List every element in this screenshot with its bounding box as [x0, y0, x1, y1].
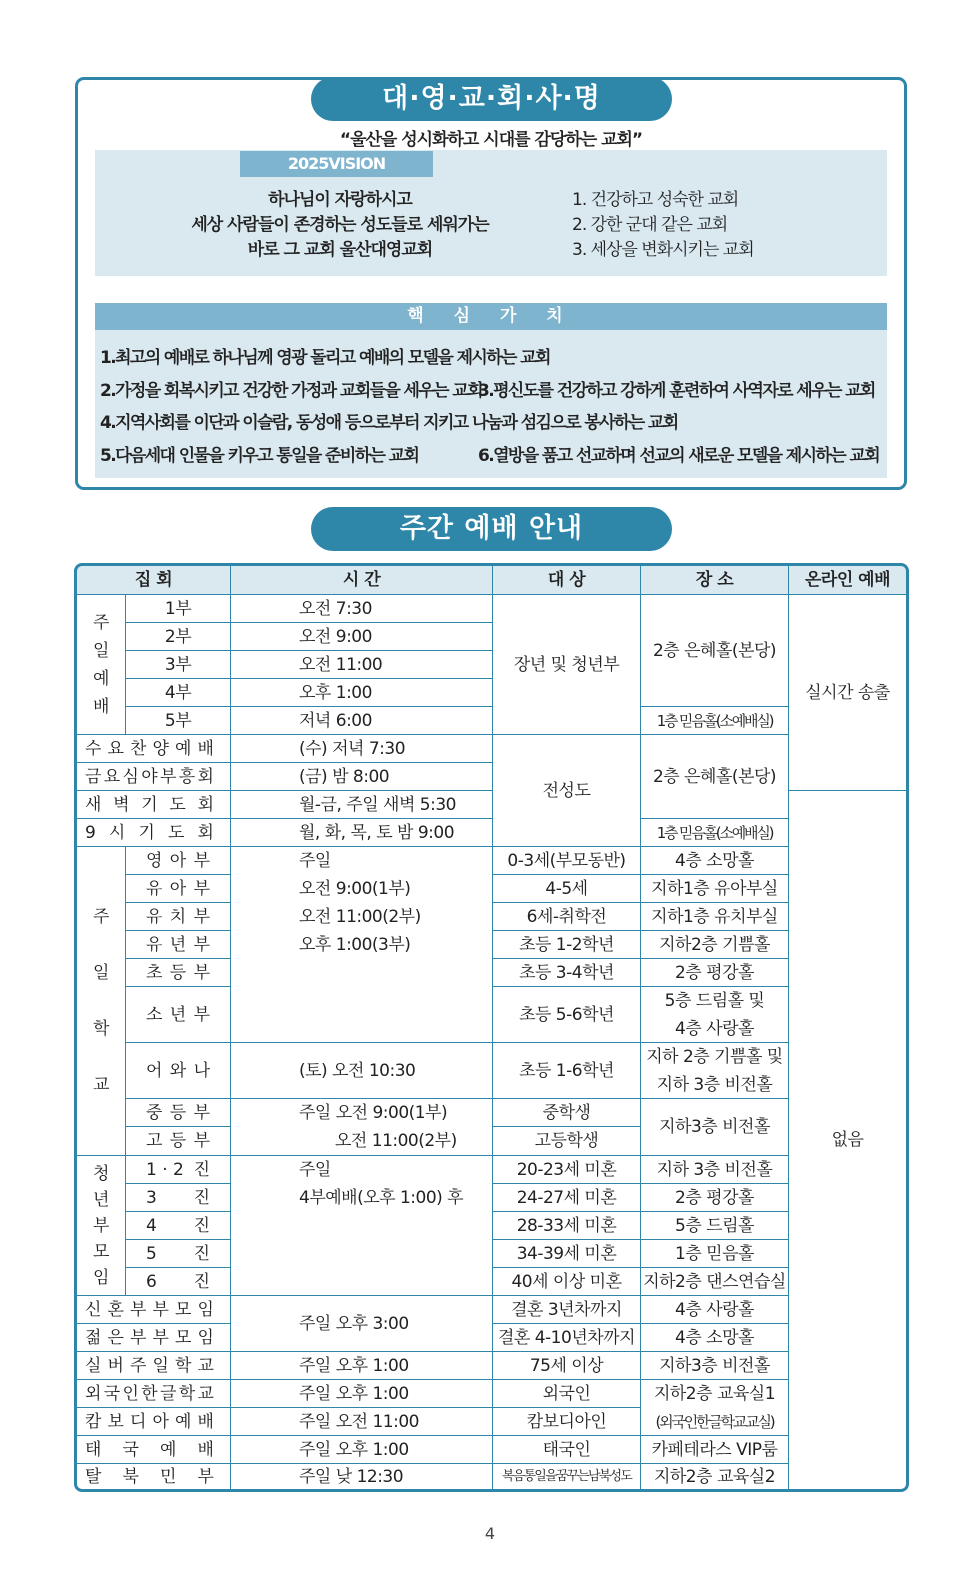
vision-goal: 1. 건강하고 성숙한 교회 [572, 190, 739, 210]
midweek-time: (수) 저녁 7:30 [231, 735, 493, 763]
vision-line: 하나님이 자랑하시고 [268, 190, 412, 210]
group-name: 5 진 [126, 1240, 231, 1268]
awana-name: 어 와 나 [126, 1043, 231, 1099]
group-place: 지하 3층 비전홀 [641, 1156, 789, 1184]
dept-target: 6세-취학전 [493, 903, 641, 931]
slogan: “울산을 성시화하고 시대를 감당하는 교회” [339, 130, 643, 150]
sunday-place: 2층 은혜홀(본당) [641, 595, 789, 707]
page-number: 4 [484, 1524, 496, 1543]
sunday-target: 장년 및 청년부 [493, 595, 641, 735]
vision-statement [160, 188, 520, 263]
group-place: 5층 드림홀 [641, 1212, 789, 1240]
meeting-place: 4층 사랑홀 [641, 1296, 789, 1324]
meeting-name: 외 국 인 한 글 학 교 [77, 1380, 231, 1408]
service-time: 오후 1:00 [231, 679, 493, 707]
core-values-title: 핵 심 가 치 [95, 303, 887, 330]
core-value: 5.다음세대 인물을 키우고 통일을 준비하는 교회 [100, 446, 419, 466]
core-value: 6.열방을 품고 선교하며 선교의 새로운 모델을 제시하는 교회 [478, 446, 880, 466]
online-live: 실시간 송출 [789, 595, 906, 791]
midweek-name: 9 시 기 도 회 [77, 819, 231, 847]
midweek-place: 2층 은혜홀(본당) [641, 735, 789, 819]
dept-target: 0-3세(부모동반) [493, 847, 641, 875]
meeting-target: 75세 이상 [493, 1352, 641, 1380]
meeting-place: 카페테라스 VIP룸 [641, 1436, 789, 1464]
awana-target: 초등 1-6학년 [493, 1043, 641, 1099]
vision-line: 바로 그 교회 울산대영교회 [247, 240, 433, 260]
youth-time: 주일 오전 9:00(1부) 오전 11:00(2부) [231, 1099, 493, 1156]
meeting-name: 젊 은 부 부 모 임 [77, 1324, 231, 1352]
classroom-place: 지하2층 교육실1 (외국인한글학교교실) [641, 1380, 789, 1436]
high-target: 고등학생 [493, 1127, 641, 1156]
dept-place: 4층 소망홀 [641, 847, 789, 875]
middle-name: 중 등 부 [126, 1099, 231, 1127]
meeting-place: 4층 소망홀 [641, 1324, 789, 1352]
middle-target: 중학생 [493, 1099, 641, 1127]
young-adults-time: 주일 4부예배(오후 1:00) 후 [231, 1156, 493, 1296]
dept-name: 초 등 부 [126, 959, 231, 987]
online-none: 없음 [831, 1130, 864, 1150]
service-name: 5부 [126, 707, 231, 735]
vision-goals [572, 188, 872, 263]
service-time: 오전 11:00 [231, 651, 493, 679]
dept-target: 4-5세 [493, 875, 641, 903]
meeting-time: 주일 오후 1:00 [231, 1436, 493, 1464]
dept-target: 초등 1-2학년 [493, 931, 641, 959]
youth-place: 지하3층 비전홀 [641, 1099, 789, 1156]
dept-name: 유 치 부 [126, 903, 231, 931]
midweek-time: 월-금, 주일 새벽 5:30 [231, 791, 493, 819]
dept-name: 소 년 부 [126, 987, 231, 1043]
meeting-name: 신 혼 부 부 모 임 [77, 1296, 231, 1324]
vision-goal: 2. 강한 군대 같은 교회 [572, 215, 728, 235]
core-value: 1.최고의 예배로 하나님께 영광 돌리고 예배의 모델을 제시하는 교회 [100, 348, 550, 368]
header-target: 대 상 [493, 566, 641, 595]
vision-goal: 3. 세상을 변화시키는 교회 [572, 240, 754, 260]
group-target: 40세 이상 미혼 [493, 1268, 641, 1296]
awana-place: 지하 2층 기쁨홀 및 지하 3층 비전홀 [641, 1043, 789, 1099]
group-target: 28-33세 미혼 [493, 1212, 641, 1240]
group-target: 34-39세 미혼 [493, 1240, 641, 1268]
header-meeting: 집 회 [77, 566, 231, 595]
weekly-title: 주간 예배 안내 [311, 507, 672, 551]
meeting-target: 캄보디아인 [493, 1408, 641, 1436]
header-online: 온라인 예배 [789, 566, 906, 595]
midweek-target: 전성도 [493, 735, 641, 847]
service-time: 오전 9:00 [231, 623, 493, 651]
sunday-place-5: 1층 믿음홀(소예배실) [641, 707, 789, 735]
group-name: 1 · 2 진 [126, 1156, 231, 1184]
meeting-name: 캄 보 디 아 예 배 [77, 1408, 231, 1436]
vision-label: 2025VISION [240, 151, 433, 177]
dept-name: 유 아 부 [126, 875, 231, 903]
meeting-name: 실 버 주 일 학 교 [77, 1352, 231, 1380]
group-place: 2층 평강홀 [641, 1184, 789, 1212]
dept-place: 지하2층 기쁨홀 [641, 931, 789, 959]
sunday-school-time: 주일 오전 9:00(1부) 오전 11:00(2부) 오후 1:00(3부) [231, 847, 493, 1043]
meeting-target: 외국인 [493, 1380, 641, 1408]
service-time: 오전 7:30 [231, 595, 493, 623]
midweek-name: 수 요 찬 양 예 배 [77, 735, 231, 763]
high-name: 고 등 부 [126, 1127, 231, 1156]
midweek-name: 금 요 심 야 부 흥 회 [77, 763, 231, 791]
core-value: 3.평신도를 건강하고 강하게 훈련하여 사역자로 세우는 교회 [478, 381, 875, 401]
midweek-name: 새 벽 기 도 회 [77, 791, 231, 819]
service-name: 4부 [126, 679, 231, 707]
dept-target: 초등 3-4학년 [493, 959, 641, 987]
meeting-target: 결혼 4-10년차까지 [493, 1324, 641, 1352]
couples-time: 주일 오후 3:00 [231, 1296, 493, 1352]
group-name: 3 진 [126, 1184, 231, 1212]
meeting-target: 결혼 3년차까지 [493, 1296, 641, 1324]
group-name: 4 진 [126, 1212, 231, 1240]
group-target: 24-27세 미혼 [493, 1184, 641, 1212]
meeting-name: 태 국 예 배 [77, 1436, 231, 1464]
group-place: 지하2층 댄스연습실 [641, 1268, 789, 1296]
dept-place: 2층 평강홀 [641, 959, 789, 987]
meeting-place: 지하3층 비전홀 [641, 1352, 789, 1380]
meeting-time: 주일 오후 1:00 [231, 1352, 493, 1380]
awana-time: (토) 오전 10:30 [231, 1043, 493, 1099]
dept-name: 유 년 부 [126, 931, 231, 959]
meeting-name: 탈 북 민 부 [77, 1464, 231, 1489]
dept-place: 지하1층 유치부실 [641, 903, 789, 931]
meeting-target: 태국인 [493, 1436, 641, 1464]
sunday-worship-label: 주 일 예 배 [77, 595, 126, 735]
meeting-time: 주일 오후 1:00 [231, 1380, 493, 1408]
sunday-school-label: 주 일 학 교 [77, 847, 126, 1156]
dept-target: 초등 5-6학년 [493, 987, 641, 1043]
prayer-9-place: 1층 믿음홀(소예배실) [641, 819, 789, 847]
meeting-target: 복음통일을꿈꾸는남북성도 [493, 1464, 641, 1489]
young-adults-label: 청 년 부 모 임 [77, 1156, 126, 1296]
group-name: 6 진 [126, 1268, 231, 1296]
midweek-time: (금) 밤 8:00 [231, 763, 493, 791]
group-target: 20-23세 미혼 [493, 1156, 641, 1184]
core-value: 2.가정을 회복시키고 건강한 가정과 교회들을 세우는 교회 [100, 381, 482, 401]
header-time: 시 간 [231, 566, 493, 595]
header-place: 장 소 [641, 566, 789, 595]
meeting-place: 지하2층 교육실2 [641, 1464, 789, 1489]
service-name: 3부 [126, 651, 231, 679]
core-value: 4.지역사회를 이단과 이슬람, 동성애 등으로부터 지키고 나눔과 섬김으로 봉사하는 교회 [100, 413, 678, 433]
service-name: 2부 [126, 623, 231, 651]
dept-name: 영 아 부 [126, 847, 231, 875]
group-place: 1층 믿음홀 [641, 1240, 789, 1268]
dept-place: 5층 드림홀 및 4층 사랑홀 [641, 987, 789, 1043]
midweek-time: 월, 화, 목, 토 밤 9:00 [231, 819, 493, 847]
meeting-time: 주일 오전 11:00 [231, 1408, 493, 1436]
vision-line: 세상 사람들이 존경하는 성도들로 세워가는 [191, 215, 489, 235]
dept-place: 지하1층 유아부실 [641, 875, 789, 903]
service-name: 1부 [126, 595, 231, 623]
meeting-time: 주일 낮 12:30 [231, 1464, 493, 1489]
service-time: 저녁 6:00 [231, 707, 493, 735]
mission-title: 대·영·교·회·사·명 [311, 77, 672, 121]
